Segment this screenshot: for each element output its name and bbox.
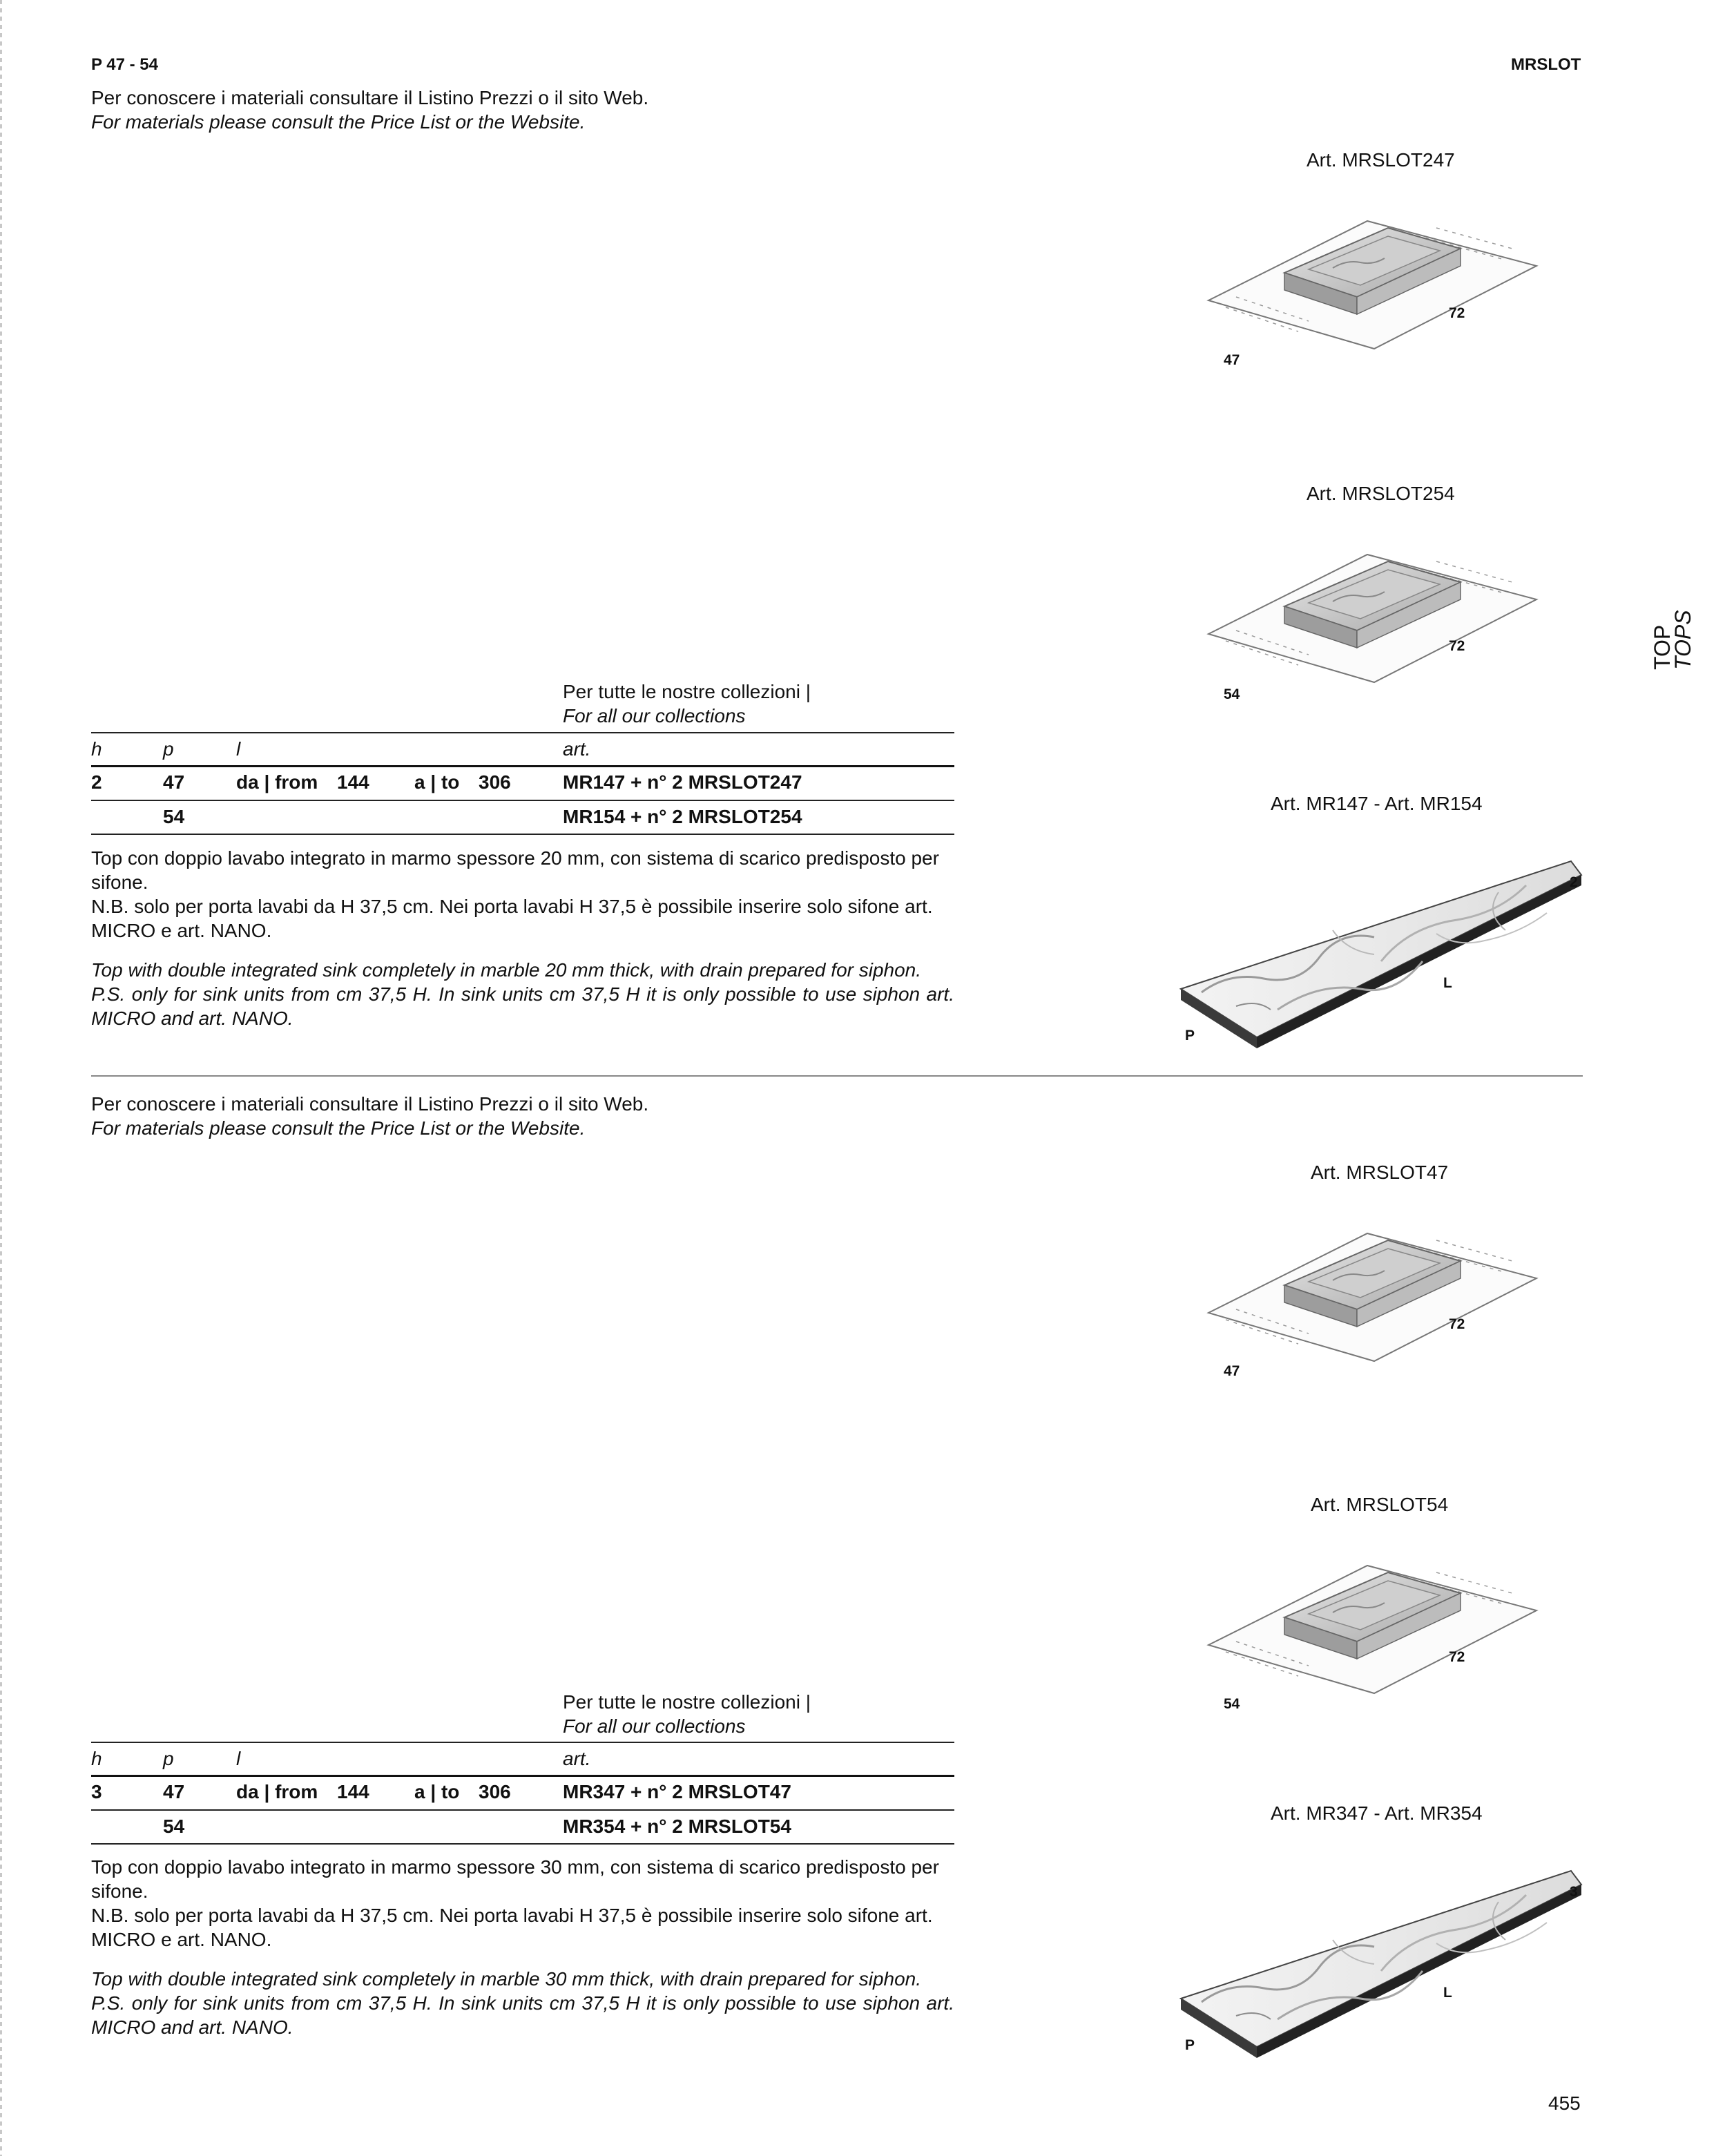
marble-top-diagram: [1174, 1860, 1588, 2068]
collections-note-en: For all our collections: [563, 1715, 746, 1737]
figure-caption: Art. MRSLOT47: [1311, 1162, 1449, 1183]
page-number: 455: [1548, 2092, 1581, 2114]
description-it: Top con doppio lavabo integrato in marmo spessore 30 mm, con sistema di scarico predisposto per sifone.: [91, 1856, 939, 1902]
cell-from-label: da | from: [236, 771, 318, 793]
dimension-label: L: [1443, 1985, 1452, 2001]
cell-h: 2: [91, 771, 102, 793]
cell-p: 54: [163, 806, 185, 827]
cell-from-label: da | from: [236, 1781, 318, 1802]
col-art: art.: [563, 738, 591, 760]
cell-art: MR154 + n° 2 MRSLOT254: [563, 806, 802, 827]
figure-caption: Art. MRSLOT254: [1307, 483, 1455, 504]
cell-to-label: a | to: [414, 1781, 460, 1802]
figure-caption: Art. MRSLOT247: [1307, 149, 1455, 171]
dimension-label: P: [1185, 1028, 1195, 1043]
col-l: l: [236, 738, 241, 760]
table-rule: [91, 1843, 954, 1845]
page-ref: P 47 - 54: [91, 55, 158, 74]
cell-from: 144: [337, 771, 369, 793]
materials-note-it: Per conoscere i materiali consultare il Listino Prezzi o il sito Web.: [91, 1093, 649, 1115]
dimension-label: 54: [1224, 1696, 1240, 1712]
cell-to: 306: [479, 771, 511, 793]
dimension-label: 54: [1224, 686, 1240, 702]
marble-top-diagram: [1174, 851, 1588, 1058]
sink-diagram: [1160, 506, 1574, 713]
description-en-note: P.S. only for sink units from cm 37,5 H. In sink units cm 37,5 H it is only possible to use siphon art. MICRO and art. NANO.: [91, 1992, 954, 2038]
cell-p: 47: [163, 1781, 185, 1802]
table-rule: [91, 800, 954, 801]
description-block: [91, 1855, 954, 2054]
dimension-label: 72: [1449, 1649, 1465, 1665]
table-rule: [91, 1809, 954, 1811]
col-p: p: [163, 738, 174, 760]
sink-diagram: [1160, 173, 1574, 380]
cell-art: MR347 + n° 2 MRSLOT47: [563, 1781, 791, 1802]
figure-caption: Art. MR347 - Art. MR354: [1271, 1802, 1483, 1824]
collections-note-it: Per tutte le nostre collezioni |: [563, 1691, 811, 1713]
dimension-label: 3: [1570, 1884, 1578, 1900]
dimension-label: 47: [1224, 352, 1240, 368]
side-label-en: TOPS: [1670, 610, 1695, 670]
dimension-label: P: [1185, 2037, 1195, 2053]
dimension-label: L: [1443, 975, 1452, 991]
cell-p: 47: [163, 771, 185, 793]
col-l: l: [236, 1748, 241, 1769]
description-en-note: P.S. only for sink units from cm 37,5 H. In sink units cm 37,5 H it is only possible to use siphon art. MICRO and art. NANO.: [91, 983, 954, 1029]
col-p: p: [163, 1748, 174, 1769]
cell-h: 3: [91, 1781, 102, 1802]
table-rule: [91, 732, 954, 733]
sink-diagram: [1160, 1185, 1574, 1392]
side-section-label: [1652, 587, 1693, 670]
table-rule: [91, 1775, 954, 1777]
materials-note-it: Per conoscere i materiali consultare il Listino Prezzi o il sito Web.: [91, 87, 649, 108]
dimension-label: 72: [1449, 638, 1465, 654]
sink-diagram: [1160, 1517, 1574, 1724]
cell-to-label: a | to: [414, 771, 460, 793]
cell-p: 54: [163, 1816, 185, 1837]
figure-caption: Art. MR147 - Art. MR154: [1271, 793, 1483, 814]
figure-caption: Art. MRSLOT54: [1311, 1494, 1449, 1515]
dimension-label: 72: [1449, 305, 1465, 321]
col-h: h: [91, 1748, 102, 1769]
table-rule: [91, 1742, 954, 1743]
col-art: art.: [563, 1748, 591, 1769]
description-it-note: N.B. solo per porta lavabi da H 37,5 cm. Nei porta lavabi H 37,5 è possibile inserire solo sifone art. MICRO e art. NANO.: [91, 896, 933, 941]
cell-to: 306: [479, 1781, 511, 1802]
section-divider: [91, 1075, 1583, 1077]
description-it-note: N.B. solo per porta lavabi da H 37,5 cm. Nei porta lavabi H 37,5 è possibile inserire solo sifone art. MICRO e art. NANO.: [91, 1905, 933, 1950]
materials-note-en: For materials please consult the Price List or the Website.: [91, 1117, 586, 1139]
cell-art: MR354 + n° 2 MRSLOT54: [563, 1816, 791, 1837]
description-block: [91, 846, 954, 1046]
collections-note-it: Per tutte le nostre collezioni |: [563, 681, 811, 702]
table-rule: [91, 765, 954, 767]
cell-from: 144: [337, 1781, 369, 1802]
table-rule: [91, 834, 954, 835]
collections-note-en: For all our collections: [563, 705, 746, 726]
dimension-label: 72: [1449, 1316, 1465, 1332]
side-label-it: TOP: [1650, 624, 1675, 670]
col-h: h: [91, 738, 102, 760]
cell-art: MR147 + n° 2 MRSLOT247: [563, 771, 802, 793]
dimension-label: 2: [1570, 874, 1578, 890]
collection-title: MRSLOT: [1511, 55, 1581, 74]
description-en: Top with double integrated sink completely in marble 30 mm thick, with drain prepared for siphon.: [91, 1968, 922, 1990]
description-it: Top con doppio lavabo integrato in marmo spessore 20 mm, con sistema di scarico predisposto per sifone.: [91, 847, 939, 893]
materials-note-en: For materials please consult the Price List or the Website.: [91, 111, 586, 133]
dimension-label: 47: [1224, 1363, 1240, 1379]
description-en: Top with double integrated sink completely in marble 20 mm thick, with drain prepared for siphon.: [91, 959, 922, 981]
page-edge-marks: [0, 0, 2, 2156]
